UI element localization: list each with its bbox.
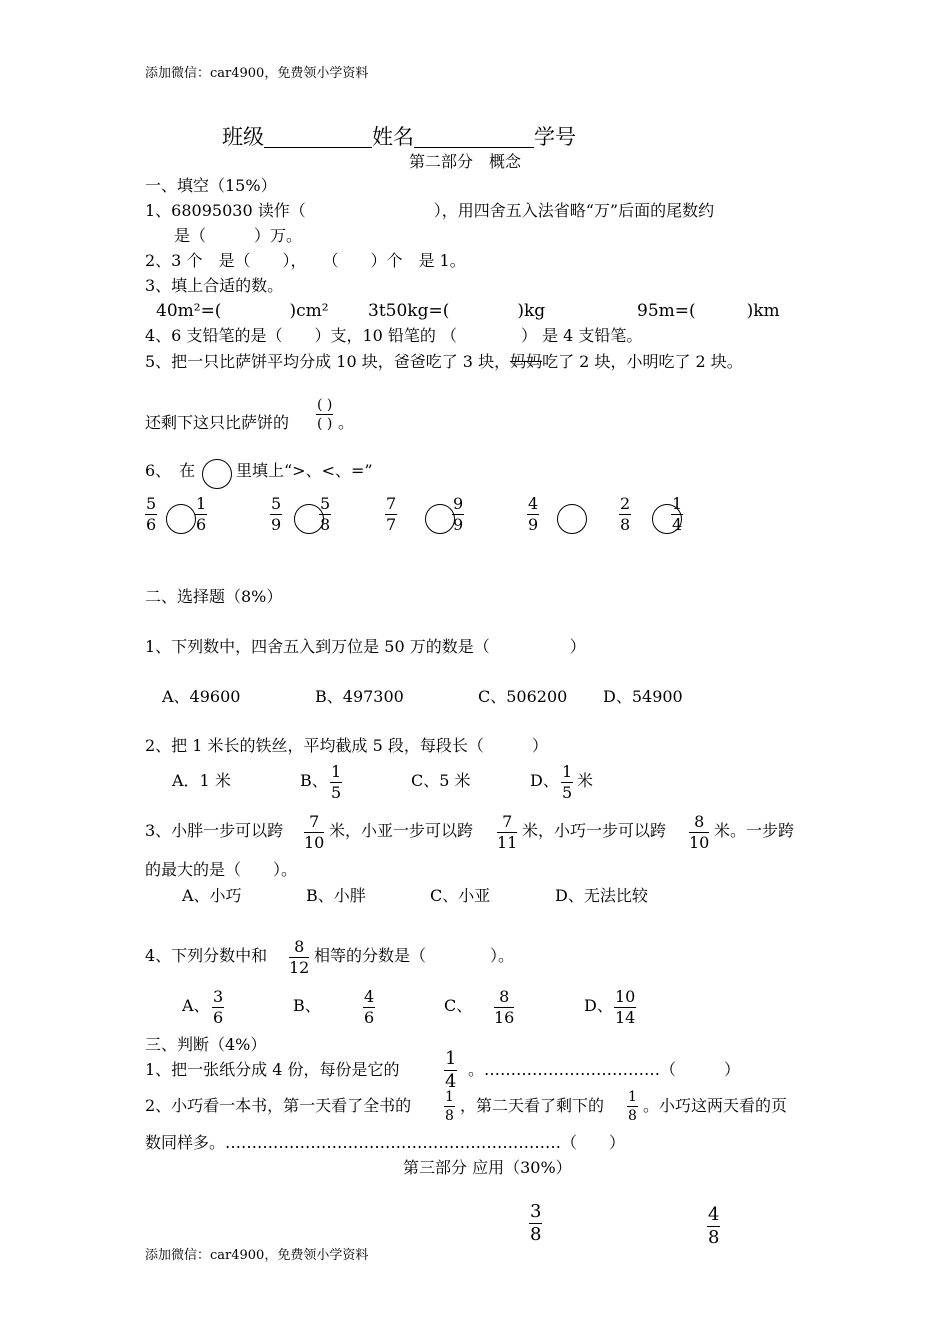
fraction-denominator: 8 [320,515,331,534]
fraction-denominator: ( ) [317,416,333,432]
compare-circle-icon [202,459,232,489]
fraction-denominator: 8 [530,1224,542,1245]
fraction-numerator: 1 [628,1089,637,1105]
fraction-denominator: 8 [708,1227,720,1248]
part3-fraction-2 [707,1206,720,1247]
fraction-denominator: 5 [562,783,573,802]
compare-answer-circle[interactable] [166,504,196,534]
class-blank[interactable] [264,129,372,148]
s2-q3-text-3: 米，小巧一步可以跨 [522,821,667,840]
compare-right-fraction [452,496,464,533]
part3-title: 第三部分 应用（30%） [403,1158,572,1177]
compare-left-fraction [145,496,157,533]
fraction-numerator: 8 [289,939,309,958]
class-label: 班级 [222,125,264,149]
fraction-denominator: 9 [271,515,282,534]
fraction-numerator: 3 [213,987,224,1006]
s1-q3-unit-a: 40m²=( )cm² [156,301,329,321]
fraction-numerator: 1 [445,1048,457,1069]
s1-q5-line2: 还剩下这只比萨饼的 [145,413,290,432]
s2-q4-option-b-fraction [363,989,375,1026]
compare-answer-circle[interactable] [557,504,587,534]
fraction-numerator: 7 [497,814,517,833]
s2-q4-option-d-label[interactable]: D、 [584,996,613,1015]
fraction-numerator: 1 [196,494,207,513]
fraction-denominator: 5 [331,783,342,802]
fraction-numerator: 1 [672,494,683,513]
fraction-denominator: 12 [289,958,310,977]
compare-left-fraction [527,496,539,533]
fraction-numerator: ( ) [317,397,333,413]
s2-q4-option-d-fraction [614,989,636,1026]
s2-q3-option-d[interactable]: D、无法比较 [555,886,648,905]
s1-q5-line1 [145,354,743,370]
fraction-denominator: 4 [672,515,683,534]
watermark-top: 添加微信：car4900，免费领小学资料 [145,66,369,81]
compare-right-fraction [319,496,331,533]
fraction-numerator: 1 [562,762,573,781]
s2-q4-option-a-label[interactable]: A、 [182,996,210,1015]
s2-q4-option-b-label[interactable]: B、 [293,996,321,1015]
fraction-numerator: 5 [146,494,157,513]
part2-title: 第二部分 概念 [409,152,522,171]
s2-q2-option-a[interactable]: A．1 米 [172,771,231,790]
s2-q1-option-d[interactable]: D、54900 [603,687,683,706]
fraction-denominator: 7 [386,515,397,534]
s1-q1-line2: 是（ ）万。 [174,226,303,245]
s2-q2-option-c[interactable]: C、5 米 [411,771,471,790]
s2-q1: 1、下列数中，四舍五入到万位是 50 万的数是（ ） [145,637,586,656]
fraction-numerator: 1 [445,1089,454,1105]
fraction-denominator: 6 [364,1008,375,1027]
fraction-numerator: 1 [331,762,342,781]
compare-left-fraction [619,496,631,533]
student-info-header [222,127,576,148]
fraction-denominator: 8 [628,1108,637,1124]
fraction-denominator: 10 [304,833,325,852]
s1-q3: 3、填上合适的数。 [145,276,284,295]
s2-q2-option-d-fraction [561,764,573,801]
section3-title: 三、判断（4%） [145,1035,267,1054]
fraction-numerator: 4 [528,494,539,513]
s2-q3-text-1: 3、小胖一步可以跨 [145,821,284,840]
fraction-numerator: 7 [386,494,397,513]
s1-q3-unit-b: 3t50kg=( )kg [368,301,546,321]
fraction-denominator: 11 [497,833,518,852]
s2-q3-fraction-3 [689,814,709,851]
fraction-numerator: 4 [708,1204,720,1225]
s3-q2-fraction-2 [627,1090,638,1123]
compare-right-fraction [195,496,207,533]
s1-q4: 4、6 支铅笔的是（ ）支，10 铅笔的 （ ） 是 4 支铅笔。 [145,326,643,345]
part3-fraction-1 [529,1203,542,1244]
watermark-bottom: 添加微信：car4900，免费领小学资料 [145,1248,369,1263]
id-label: 学号 [534,125,576,149]
s2-q4-option-c-fraction [494,989,514,1026]
fraction-numerator: 8 [494,989,514,1008]
s3-q1-text-b: 。……………………………（ ） [468,1060,741,1079]
fraction-denominator: 10 [689,833,710,852]
s3-q1-text-a: 1、把一张纸分成 4 份，每份是它的 [145,1060,400,1079]
s1-q5-text-a: 5、把一只比萨饼平均分成 10 块，爸爸吃了 3 块， [145,352,511,371]
s3-q2-text-c: 。小巧这两天看的页 [643,1096,788,1115]
s2-q2-option-b-fraction [330,764,342,801]
s3-q2-line2: 数同样多。………………………………………………………（ ） [145,1133,626,1152]
s2-q4-text-2: 相等的分数是（ ）。 [314,946,515,965]
s3-q2-text-a: 2、小巧看一本书，第一天看了全书的 [145,1096,412,1115]
fraction-denominator: 4 [445,1071,457,1092]
s1-q5-text-b: 吃了 2 块，小明吃了 2 块。 [542,352,743,371]
fraction-denominator: 9 [528,515,539,534]
fraction-denominator: 6 [146,515,157,534]
s2-q3-text-2: 米，小亚一步可以跨 [329,821,474,840]
fraction-denominator: 8 [620,515,631,534]
section2-title: 二、选择题（8%） [145,587,283,606]
s2-q4-option-c-label[interactable]: C、 [444,996,473,1015]
s1-q3-unit-c: 95m=( )km [637,301,780,321]
fraction-numerator: 3 [530,1201,542,1222]
name-label: 姓名 [372,125,414,149]
s2-q2-option-d-unit: 米 [577,771,594,790]
s2-q3-option-b[interactable]: B、小胖 [306,886,366,905]
fraction-denominator: 16 [494,1008,515,1027]
fraction-numerator: 4 [364,987,375,1006]
fraction-denominator: 9 [453,515,464,534]
s2-q3-option-c[interactable]: C、小亚 [430,886,491,905]
s2-q3-text-4: 米。一步跨 [714,821,795,840]
s2-q1-option-a[interactable]: A、49600 [162,687,241,706]
s1-q6-text-a: 6、 在 [145,461,196,480]
s2-q4-text-1: 4、下列分数中和 [145,946,268,965]
fraction-numerator: 5 [320,494,331,513]
s2-q2-option-d-label[interactable]: D、 [530,771,559,790]
fraction-numerator: 7 [304,814,324,833]
fraction-numerator: 8 [689,814,709,833]
s3-q2-fraction-1 [444,1090,455,1123]
fraction-denominator: 6 [213,1008,224,1027]
fraction-numerator: 5 [271,494,282,513]
fraction-denominator: 6 [196,515,207,534]
s2-q1-option-c[interactable]: C、506200 [478,687,568,706]
fraction-numerator: 2 [620,494,631,513]
fraction-denominator: 8 [445,1108,454,1124]
compare-answer-circle[interactable] [425,504,455,534]
s1-q1-line1: 1、68095030 读作（ ），用四舍五入法省略“万”后面的尾数约 [145,201,715,220]
s2-q2-option-b-label[interactable]: B、 [300,771,328,790]
s1-q5-struck-word: 妈妈 [510,352,543,371]
s2-q3-fraction-1 [304,814,324,851]
s2-q4-option-a-fraction [212,989,224,1026]
s2-q4-fraction [289,939,309,976]
s2-q2: 2、把 1 米长的铁丝，平均截成 5 段，每段长（ ） [145,736,548,755]
s1-q5-end: 。 [338,413,355,432]
s2-q3-option-a[interactable]: A、小巧 [182,886,242,905]
s2-q3-line2: 的最大的是（ ）。 [145,860,298,879]
compare-left-fraction [385,496,397,533]
compare-left-fraction [270,496,282,533]
fraction-numerator: 10 [615,987,636,1006]
s2-q1-option-b[interactable]: B、497300 [315,687,404,706]
name-blank[interactable] [414,129,534,148]
fraction-numerator: 9 [453,494,464,513]
s1-q6-text-b: 里填上“>、<、=” [236,461,373,480]
s1-q2: 2、3 个 是（ ）， （ ）个 是 1。 [145,251,466,270]
s1-q5-fraction [316,398,333,431]
s3-q2-text-b: ，第二天看了剩下的 [460,1096,605,1115]
s3-q1-fraction [444,1050,457,1091]
fraction-denominator: 14 [615,1008,636,1027]
section1-title: 一、填空（15%） [145,176,277,195]
compare-right-fraction [671,496,683,533]
s2-q3-fraction-2 [497,814,517,851]
